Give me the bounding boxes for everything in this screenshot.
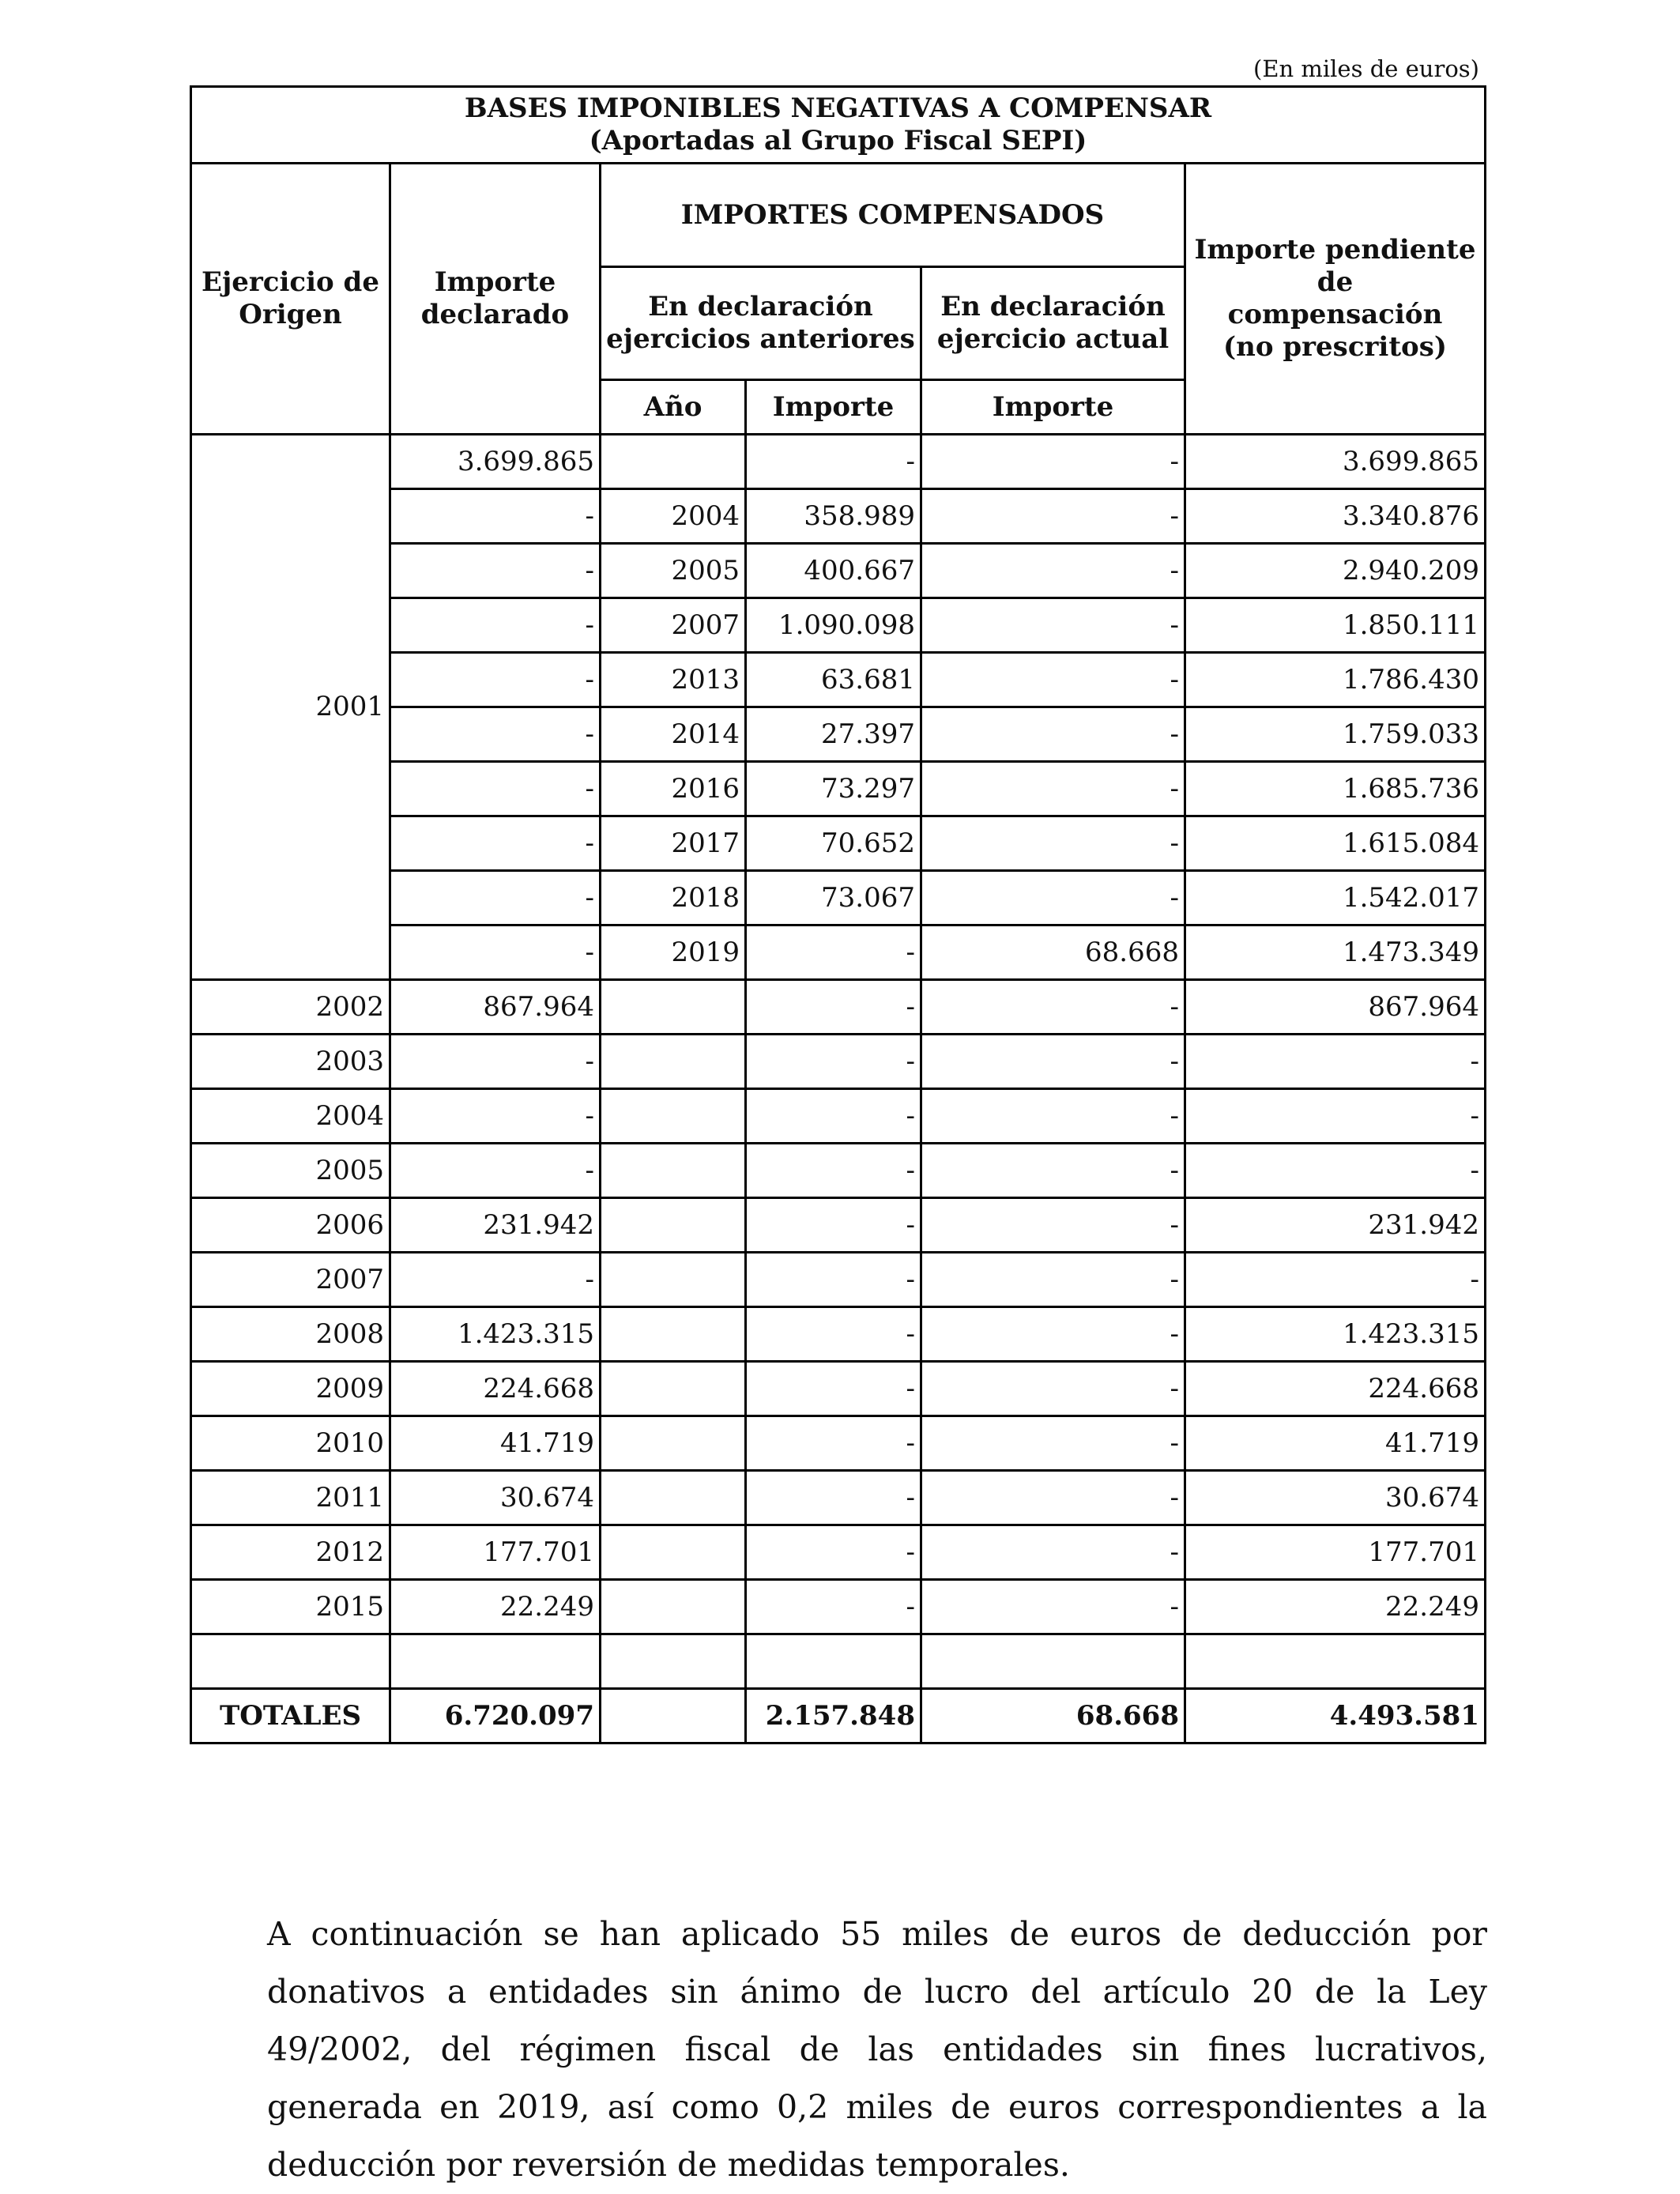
- cell-pendiente: 1.685.736: [1185, 762, 1486, 816]
- cell-importe-actual: -: [921, 435, 1185, 489]
- cell-ano: 2017: [601, 816, 746, 871]
- cell-ano: [601, 1416, 746, 1471]
- cell-pendiente: -: [1185, 1035, 1486, 1089]
- header-pendiente-line2: compensación: [1227, 299, 1443, 330]
- cell-importe-actual: -: [921, 1307, 1185, 1362]
- cell-importe-anteriores: -: [746, 1253, 921, 1307]
- cell-declarado: -: [390, 544, 601, 598]
- cell-declarado: 867.964: [390, 980, 601, 1035]
- cell-pendiente: 1.542.017: [1185, 871, 1486, 925]
- blank-cell: [1185, 1634, 1486, 1689]
- header-ejercicios-anteriores: [601, 267, 921, 380]
- cell-ano: [601, 980, 746, 1035]
- cell-importe-actual: -: [921, 1362, 1185, 1416]
- totals-row: [191, 1689, 1486, 1744]
- cell-importe-anteriores: -: [746, 1471, 921, 1525]
- cell-pendiente: 3.699.865: [1185, 435, 1486, 489]
- cell-importe-actual: -: [921, 1471, 1185, 1525]
- cell-ano: [601, 1035, 746, 1089]
- cell-importe-anteriores: 70.652: [746, 816, 921, 871]
- cell-year: 2004: [191, 1089, 390, 1144]
- total-pendiente: 4.493.581: [1185, 1689, 1486, 1744]
- cell-declarado: -: [390, 871, 601, 925]
- blank-cell: [191, 1634, 390, 1689]
- cell-importe-anteriores: -: [746, 1362, 921, 1416]
- cell-importe-anteriores: -: [746, 1525, 921, 1580]
- cell-importe-actual: -: [921, 1580, 1185, 1634]
- cell-importe-anteriores: -: [746, 1198, 921, 1253]
- cell-ano: [601, 1580, 746, 1634]
- cell-declarado: -: [390, 925, 601, 980]
- cell-pendiente: 1.759.033: [1185, 707, 1486, 762]
- table-title: [191, 87, 1486, 164]
- cell-importe-anteriores: -: [746, 1307, 921, 1362]
- cell-pendiente: 1.423.315: [1185, 1307, 1486, 1362]
- total-ano: [601, 1689, 746, 1744]
- cell-ano: [601, 1198, 746, 1253]
- cell-declarado: 177.701: [390, 1525, 601, 1580]
- cell-declarado: -: [390, 653, 601, 707]
- header-ejercicio-line2: Origen: [239, 299, 342, 330]
- cell-pendiente: 231.942: [1185, 1198, 1486, 1253]
- cell-year: 2005: [191, 1144, 390, 1198]
- header-pendiente-line3: (no prescritos): [1223, 330, 1447, 363]
- cell-importe-anteriores: 358.989: [746, 489, 921, 544]
- cell-importe-actual: -: [921, 489, 1185, 544]
- cell-year: 2010: [191, 1416, 390, 1471]
- table-row: [191, 1035, 1486, 1089]
- header-ejercicio-line1: Ejercicio de: [202, 266, 379, 299]
- cell-ano: 2007: [601, 598, 746, 653]
- cell-importe-actual: -: [921, 980, 1185, 1035]
- cell-importe-actual: -: [921, 544, 1185, 598]
- cell-pendiente: 224.668: [1185, 1362, 1486, 1416]
- cell-pendiente: 867.964: [1185, 980, 1486, 1035]
- cell-ano: 2014: [601, 707, 746, 762]
- cell-ano: [601, 1471, 746, 1525]
- cell-ano: [601, 1307, 746, 1362]
- cell-importe-anteriores: -: [746, 1089, 921, 1144]
- blank-row: [191, 1634, 1486, 1689]
- table-title-line1: BASES IMPONIBLES NEGATIVAS A COMPENSAR: [464, 92, 1212, 125]
- header-ano: Año: [601, 380, 746, 435]
- cell-pendiente: 2.940.209: [1185, 544, 1486, 598]
- cell-year: 2002: [191, 980, 390, 1035]
- cell-declarado: -: [390, 1144, 601, 1198]
- cell-importe-actual: -: [921, 1198, 1185, 1253]
- table-row: [191, 1416, 1486, 1471]
- cell-importe-actual: -: [921, 762, 1185, 816]
- cell-year: 2003: [191, 1035, 390, 1089]
- cell-year: 2006: [191, 1198, 390, 1253]
- cell-declarado: 22.249: [390, 1580, 601, 1634]
- cell-year: 2009: [191, 1362, 390, 1416]
- cell-pendiente: 30.674: [1185, 1471, 1486, 1525]
- body-paragraph: A continuación se han aplicado 55 miles de euros de deducción por donativos a entidades sin ánimo de lucro del artículo 20 de la Ley 49/2002, del régimen fiscal de las entidades sin fines lucrativos, generada en 2019, así como 0,2 miles de euros correspondientes a la deducción por reversión de medidas temporales.: [267, 1915, 1487, 2184]
- cell-importe-anteriores: 73.297: [746, 762, 921, 816]
- table-row: [191, 1307, 1486, 1362]
- cell-ano: 2005: [601, 544, 746, 598]
- cell-importe-anteriores: -: [746, 1416, 921, 1471]
- table-row: [191, 1198, 1486, 1253]
- cell-year: 2011: [191, 1471, 390, 1525]
- cell-declarado: -: [390, 489, 601, 544]
- cell-ano: 2016: [601, 762, 746, 816]
- cell-declarado: -: [390, 1089, 601, 1144]
- header-importes-compensados: IMPORTES COMPENSADOS: [601, 164, 1185, 267]
- table-row: [191, 1144, 1486, 1198]
- blank-cell: [390, 1634, 601, 1689]
- header-ejercicio-actual: [921, 267, 1185, 380]
- totals-label: TOTALES: [191, 1689, 390, 1744]
- cell-year: 2015: [191, 1580, 390, 1634]
- cell-importe-actual: -: [921, 1035, 1185, 1089]
- cell-importe-actual: -: [921, 1089, 1185, 1144]
- blank-cell: [746, 1634, 921, 1689]
- total-importe-actual: 68.668: [921, 1689, 1185, 1744]
- cell-importe-actual: -: [921, 1144, 1185, 1198]
- bases-imponibles-table: [190, 85, 1486, 1744]
- header-anteriores-line1: En declaración: [648, 291, 873, 323]
- table-row: [191, 1362, 1486, 1416]
- cell-pendiente: 22.249: [1185, 1580, 1486, 1634]
- cell-declarado: -: [390, 1253, 601, 1307]
- table-row: [191, 1525, 1486, 1580]
- table-title-line2: (Aportadas al Grupo Fiscal SEPI): [589, 125, 1087, 156]
- cell-importe-actual: -: [921, 707, 1185, 762]
- header-actual-line2: ejercicio actual: [936, 323, 1170, 355]
- cell-year: 2007: [191, 1253, 390, 1307]
- total-declarado: 6.720.097: [390, 1689, 601, 1744]
- cell-year: 2008: [191, 1307, 390, 1362]
- cell-pendiente: 1.786.430: [1185, 653, 1486, 707]
- cell-importe-actual: -: [921, 653, 1185, 707]
- table-row: [191, 1089, 1486, 1144]
- table-row: [191, 435, 1486, 489]
- cell-ano: [601, 1089, 746, 1144]
- header-actual-line1: En declaración: [940, 291, 1166, 323]
- cell-declarado: -: [390, 707, 601, 762]
- cell-importe-actual: -: [921, 816, 1185, 871]
- year-2001-cell: 2001: [191, 435, 390, 980]
- cell-ano: [601, 1525, 746, 1580]
- cell-pendiente: 1.850.111: [1185, 598, 1486, 653]
- cell-importe-actual: -: [921, 598, 1185, 653]
- cell-declarado: 231.942: [390, 1198, 601, 1253]
- cell-importe-anteriores: 1.090.098: [746, 598, 921, 653]
- cell-declarado: -: [390, 816, 601, 871]
- cell-ano: 2018: [601, 871, 746, 925]
- cell-declarado: 1.423.315: [390, 1307, 601, 1362]
- header-importe-declarado: [390, 164, 601, 435]
- cell-ano: [601, 435, 746, 489]
- cell-declarado: 3.699.865: [390, 435, 601, 489]
- cell-importe-anteriores: -: [746, 435, 921, 489]
- cell-pendiente: -: [1185, 1144, 1486, 1198]
- cell-importe-anteriores: -: [746, 980, 921, 1035]
- header-anteriores-line2: ejercicios anteriores: [606, 323, 915, 355]
- table-row: [191, 1253, 1486, 1307]
- cell-importe-anteriores: 400.667: [746, 544, 921, 598]
- cell-importe-actual: 68.668: [921, 925, 1185, 980]
- cell-importe-actual: -: [921, 1525, 1185, 1580]
- cell-importe-anteriores: -: [746, 1035, 921, 1089]
- table-body: [191, 435, 1486, 1744]
- cell-importe-actual: -: [921, 871, 1185, 925]
- total-importe-anteriores: 2.157.848: [746, 1689, 921, 1744]
- cell-importe-actual: -: [921, 1416, 1185, 1471]
- cell-ano: 2013: [601, 653, 746, 707]
- cell-declarado: -: [390, 598, 601, 653]
- cell-importe-anteriores: -: [746, 925, 921, 980]
- cell-pendiente: 1.473.349: [1185, 925, 1486, 980]
- cell-importe-anteriores: 73.067: [746, 871, 921, 925]
- header-importe-declarado-line2: declarado: [420, 299, 570, 330]
- cell-declarado: 224.668: [390, 1362, 601, 1416]
- cell-pendiente: 1.615.084: [1185, 816, 1486, 871]
- cell-declarado: 41.719: [390, 1416, 601, 1471]
- cell-year: 2012: [191, 1525, 390, 1580]
- cell-importe-anteriores: -: [746, 1144, 921, 1198]
- units-note: (En miles de euros): [1253, 55, 1479, 82]
- cell-pendiente: 3.340.876: [1185, 489, 1486, 544]
- cell-ano: 2004: [601, 489, 746, 544]
- cell-pendiente: -: [1185, 1253, 1486, 1307]
- cell-declarado: 30.674: [390, 1471, 601, 1525]
- table-row: [191, 980, 1486, 1035]
- cell-pendiente: -: [1185, 1089, 1486, 1144]
- cell-ano: [601, 1362, 746, 1416]
- header-pendiente-line1: Importe pendiente de: [1194, 234, 1476, 299]
- cell-importe-anteriores: -: [746, 1580, 921, 1634]
- header-importe-pendiente: [1185, 164, 1486, 435]
- cell-declarado: -: [390, 762, 601, 816]
- table-row: [191, 1580, 1486, 1634]
- table-row: [191, 1471, 1486, 1525]
- header-importe-actual: Importe: [921, 380, 1185, 435]
- header-importe-anteriores: Importe: [746, 380, 921, 435]
- cell-importe-anteriores: 63.681: [746, 653, 921, 707]
- cell-pendiente: 41.719: [1185, 1416, 1486, 1471]
- cell-declarado: -: [390, 1035, 601, 1089]
- blank-cell: [601, 1634, 746, 1689]
- cell-importe-actual: -: [921, 1253, 1185, 1307]
- cell-ano: [601, 1144, 746, 1198]
- cell-ano: 2019: [601, 925, 746, 980]
- blank-cell: [921, 1634, 1185, 1689]
- header-ejercicio-origen: [191, 164, 390, 435]
- cell-pendiente: 177.701: [1185, 1525, 1486, 1580]
- header-importe-declarado-line1: Importe: [434, 266, 556, 299]
- cell-ano: [601, 1253, 746, 1307]
- cell-importe-anteriores: 27.397: [746, 707, 921, 762]
